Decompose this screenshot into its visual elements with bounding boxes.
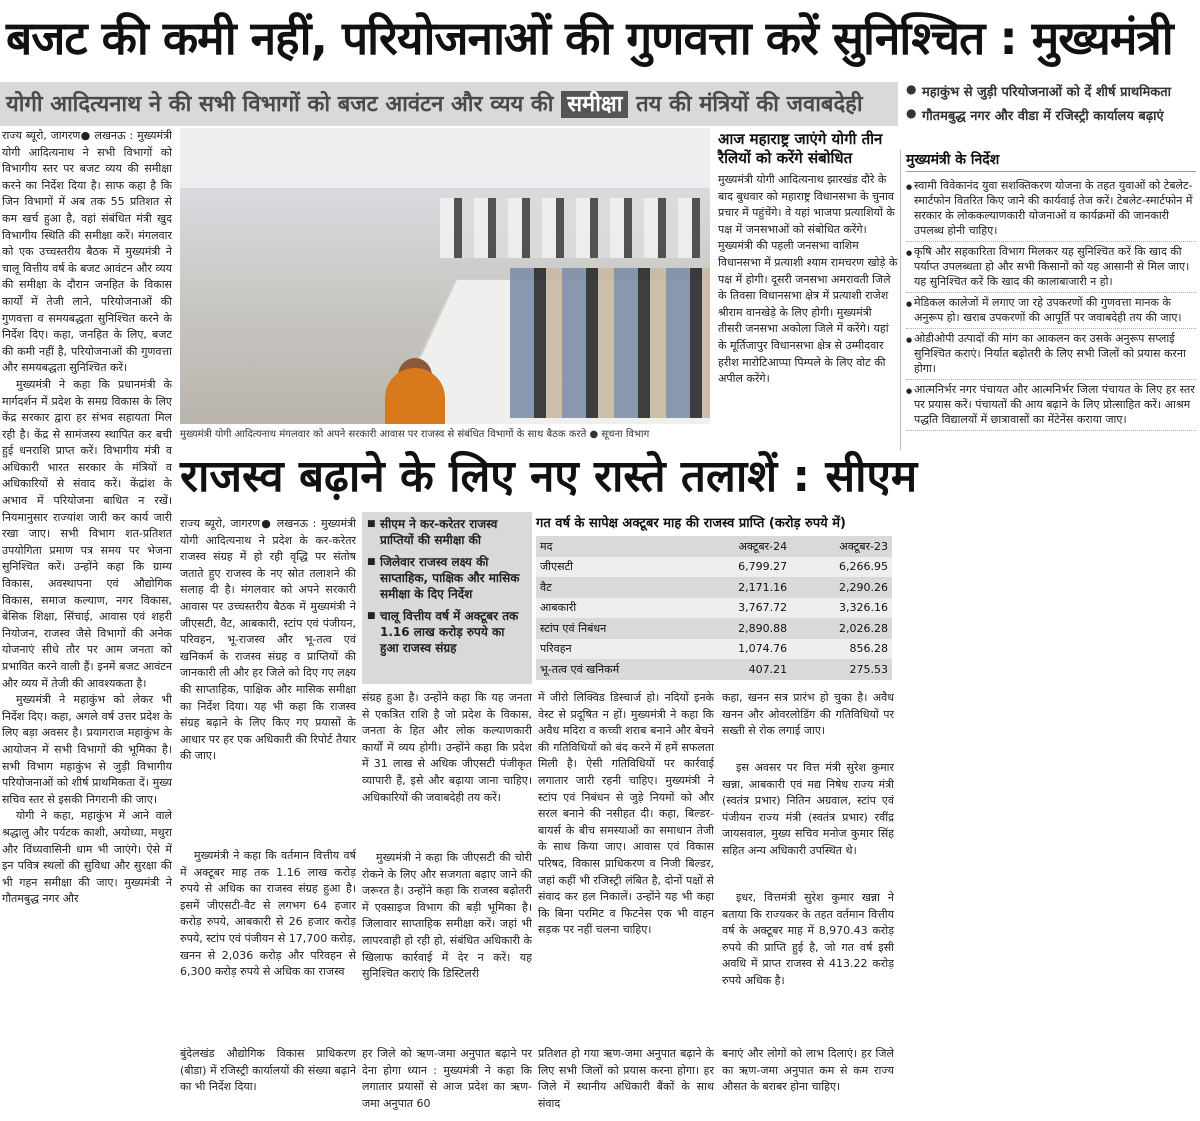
table-cell: भू-तत्व एवं खनिकर्म <box>536 659 690 680</box>
table-cell: आबकारी <box>536 598 690 619</box>
attendees-front <box>510 268 710 418</box>
table-header: अक्टूबर-24 <box>690 536 791 557</box>
directives-heading: मुख्यमंत्री के निर्देश <box>906 150 1196 172</box>
top-bullet: ● महाकुंभ से जुड़ी परियोजनाओं को दें शीर्ष प्राथमिकता <box>906 80 1196 104</box>
table-cell: 275.53 <box>791 659 892 680</box>
directives-list <box>906 176 1196 431</box>
column-4b <box>538 1046 714 1118</box>
top-bullet: ● गौतमबुद्ध नगर और वीडा में रजिस्ट्री कार्यालय बढ़ाएं <box>906 104 1196 128</box>
paragraph: मुख्यमंत्री ने कहा कि प्रधानमंत्री के मार्गदर्शन में प्रदेश के समग्र विकास के लिए केंद्र सरकार द्वारा हर संभव सहायता मिल रही है। केंद्र से सामंजस्य स्थापित कर बची हुई धनराशि प्राप्त करें। विभागीय मंत्री व अधिकारी भारत सरकार के मंत्रियों व अधिकारियों से संवाद करें। केंद्रांश के अभाव में परियोजना बाधित न रखें। नियमानुसार राज्यांश जारी कर कार्य जारी रखा जाए। सभी विभाग शत-प्रतिशत उपयोगिता प्रमाण पत्र समय पर भेजना सुनिश्चित करें। उन्होंने कहा कि ग्राम्य विकास, अवस्थापना एवं औद्योगिक विकास, समाज कल्याण, नगर विकास, बेसिक शिक्षा, सिंचाई, आवास एवं शहरी नियोजन, राजस्व जैसे विभागों की अनेक योजनाएं सीधे तौर पर आम जनता को प्रभावित करने वाली हैं। इनमें बजट आवंटन और व्यय में तेजी की आवश्यकता है। <box>2 377 172 690</box>
column-3 <box>362 690 532 850</box>
directive-item: ● मेडिकल कालेजों में लगाए जा रहे उपकरणों की गुणवत्ता मानक के अनुरूप हो। खराब उपकरणों की आपूर्ति पर जवाबदेही तय की जाए। <box>906 293 1196 329</box>
paragraph: बनाएं और लोगों को लाभ दिलाएं। हर जिले का ऋण-जमा अनुपात कम से कम राज्य औसत के बराबर होना चाहिए। <box>722 1047 894 1094</box>
paragraph: मुख्यमंत्री ने कहा कि जीएसटी की चोरी रोकने के लिए और सजगता बढ़ाए जाने की जरूरत है। उन्होंने कहा कि राजस्व बढ़ोतरी में एक्साइज विभाग की बड़ी भूमिका है। जिलावार साप्ताहिक समीक्षा करें। जहां भी लापरवाही हो रही हो, संबंधित अधिकारी के खिलाफ कार्रवाई में देर न करें। यह सुनिश्चित कराएं कि डिस्टिलरी <box>362 851 532 981</box>
table-header: अक्टूबर-23 <box>791 536 892 557</box>
column-4 <box>538 690 714 1040</box>
table-cell: 6,799.27 <box>690 557 791 578</box>
table-row <box>536 577 892 598</box>
table-cell: वैट <box>536 577 690 598</box>
table-cell: स्टांप एवं निबंधन <box>536 618 690 639</box>
table-row <box>536 598 892 619</box>
main-headline: बजट की कमी नहीं, परियोजनाओं की गुणवत्ता करें सुनिश्चित : मुख्यमंत्री <box>6 11 1173 65</box>
paragraph: राज्य ब्यूरो, जागरण● लखनऊ : मुख्यमंत्री योगी आदित्यनाथ ने सभी विभागों को विभागीय स्तर पर बजट व्यय की समीक्षा करने का निर्देश दिया है। साफ कहा है कि जिन विभागों में अब तक 55 प्रतिशत से कम खर्च हुआ है, वहां संबंधित मंत्री खुद विभागीय स्थिति की समीक्षा करें। मंगलवार को एक उच्चस्तरीय बैठक में मुख्यमंत्री ने चालू वित्तीय वर्ष के बजट आवंटन और व्यय की समीक्षा के दौरान जनहित के विकास कार्यों में तेजी लाने, परियोजनाओं की गुणवत्ता व समयबद्धता सुनिश्चित करने के निर्देश दिए। कहा, जनहित के लिए, बजट की कमी नहीं है, परियोजनाओं की गुणवत्ता और समयबद्धता सुनिश्चित करें। <box>2 129 172 375</box>
table-cell: 3,767.72 <box>690 598 791 619</box>
revenue-table <box>536 512 892 680</box>
paragraph: प्रतिशत हो गया ऋण-जमा अनुपात बढ़ाने के लिए सभी जिलों को प्रयास करना होगा। हर जिले में स्थानीय अधिकारी बैंकों के साथ संवाद <box>538 1047 714 1110</box>
paragraph: संग्रह हुआ है। उन्होंने कहा कि यह जनता से एकत्रित राशि है जो प्रदेश के विकास, जनता के हित और लोक कल्याणकारी कार्यों में व्यय होगी। उन्होंने कहा कि प्रदेश में 31 लाख से अधिक जीएसटी पंजीकृत व्यापारी हैं, इसे और बढ़ाया जाना चाहिए। अधिकारियों की जवाबदेही तय करें। <box>362 691 532 804</box>
person-saffron <box>385 368 445 424</box>
paragraph: इस अवसर पर वित्त मंत्री सुरेश कुमार खन्ना, आबकारी एवं मद्य निषेध राज्य मंत्री (स्वतंत्र प्रभार) नितिन अग्रवाल, स्टांप एवं पंजीयन राज्य मंत्री (स्वतंत्र प्रभार) रवींद्र जायसवाल, मुख्य सचिव मनोज कुमार सिंह सहित अन्य अधिकारी उपस्थित थे। <box>722 761 894 857</box>
attendees-row <box>440 198 700 258</box>
table-row <box>536 557 892 578</box>
directive-item: ● स्वामी विवेकानंद युवा सशक्तिकरण योजना के तहत युवाओं को टेबलेट-स्मार्टफोन वितरित किए जाने की कार्यवाई तेज करें। टेबलेट-स्मार्टफोन में सरकार के लोककल्याणकारी योजनाओं व कार्यक्रमों की जानकारी उपलब्ध होनी चाहिए। <box>906 176 1196 242</box>
table-row <box>536 659 892 680</box>
paragraph: कहा, खनन सत्र प्रारंभ हो चुका है। अवैध खनन और ओवरलोडिंग की गतिविधियों पर सख्ती से रोक लगाई जाए। <box>722 691 894 738</box>
column-2c <box>180 1046 356 1118</box>
column-2 <box>180 516 356 856</box>
column-divider <box>900 150 901 450</box>
table-cell: 1,074.76 <box>690 639 791 660</box>
back-wall <box>180 128 710 188</box>
column-3b <box>362 850 532 1040</box>
column-5c <box>722 890 894 1040</box>
highlights-box <box>362 512 532 684</box>
top-bullets <box>906 80 1196 128</box>
table-cell: 2,890.88 <box>690 618 791 639</box>
table-header: मद <box>536 536 690 557</box>
directive-item: ● ओडीओपी उत्पादों की मांग का आकलन कर उसके अनुरूप सप्लाई सुनिश्चित कराएं। निर्यात बढ़ोतरी के लिए सभी जिलों को प्रयास करना होगा। <box>906 329 1196 380</box>
highlight-item: ■ सीएम ने कर-करेतर राजस्व प्राप्तियों की समीक्षा की <box>362 512 532 550</box>
table-cell: परिवहन <box>536 639 690 660</box>
column-5 <box>722 690 894 760</box>
column-1 <box>2 128 172 1118</box>
side-story-text: मुख्यमंत्री योगी आदित्यनाथ झारखंड दौरे के बाद बुधवार को महाराष्ट्र विधानसभा के चुनाव प्रचार में पहुंचेंगे। वे यहां भाजपा प्रत्याशियों के पक्ष में जनसभाओं को संबोधित करेंगे। मुख्यमंत्री की पहली जनसभा वाशिम विधानसभा में प्रत्याशी श्याम रामचरण खोड़े के पक्ष में होगी। दूसरी जनसभा अमरावती जिले के तिवसा विधानसभा क्षेत्र में प्रत्याशी राजेश श्रीराम वानखेड़े के लिए होगी। मुख्यमंत्री तीसरी जनसभा अकोला जिले में करेंगे। यहां के मूर्तिजापुर विधानसभा क्षेत्र से उम्मीदवार हरीश मारोटिआप्पा पिम्पले के लिए वोट की अपील करेंगे। <box>718 173 898 386</box>
table-cell: जीएसटी <box>536 557 690 578</box>
table-cell: 6,266.95 <box>791 557 892 578</box>
paragraph: बुंदेलखंड औद्योगिक विकास प्राधिकरण (बीडा) में रजिस्ट्री कार्यालयों की संख्या बढ़ाने का भी निर्देश दिया। <box>180 1047 356 1094</box>
column-5b <box>722 760 894 890</box>
table <box>536 536 892 680</box>
table-cell: 407.21 <box>690 659 791 680</box>
paragraph: योगी ने कहा, महाकुंभ में आने वाले श्रद्धालु और पर्यटक काशी, अयोध्या, मथुरा और विंध्यवासिनी धाम भी जाएंगे। ऐसे में इन पवित्र स्थलों की सुविधा और सुरक्षा की भी गहन समीक्षा की जाए। मुख्यमंत्री ने गौतमबुद्ध नगर और <box>2 809 172 906</box>
column-3c <box>362 1046 532 1118</box>
table-cell: 2,290.26 <box>791 577 892 598</box>
second-headline: राजस्व बढ़ाने के लिए नए रास्ते तलाशें : सीएम <box>180 451 918 502</box>
highlight-item: ■ चालू वित्तीय वर्ष में अक्टूबर तक 1.16 लाख करोड़ रुपये का हुआ राजस्व संग्रह <box>362 604 532 658</box>
paragraph: हर जिले को ऋण-जमा अनुपात बढ़ाने पर देना होगा ध्यान : मुख्यमंत्री ने कहा कि लगातार प्रयासों से आज प्रदेश का ऋण-जमा अनुपात 60 <box>362 1047 532 1110</box>
table-cell: 2,026.28 <box>791 618 892 639</box>
photo-caption: मुख्यमंत्री योगी आदित्यनाथ मंगलवार को अपने सरकारी आवास पर राजस्व से संबंधित विभागों के साथ बैठक करते ● सूचना विभाग <box>180 429 650 440</box>
paragraph: में जीरो लिक्विड डिस्चार्ज हो। नदियों इनके वेस्ट से प्रदूषित न हों। मुख्यमंत्री ने कहा कि अवैध मदिरा व कच्ची शराब बनाने और बेचने की गतिविधियों को बंद करने में हमें सफलता मिली है। ऐसी गतिविधियों पर कार्रवाई लगातार जारी रहनी चाहिए। मुख्यमंत्री ने स्टांप एवं निबंधन से जुड़े नियमों को और सरल बनाने की नसीहत दी। कहा, बिल्डर-बायर्स के बीच समस्याओं का समाधान तेजी के साथ किया जाए। आवास एवं विकास परिषद, विकास प्राधिकरण व निजी बिल्डर, जहां कहीं भी रजिस्ट्री लंबित है, दोनों पक्षों से संवाद कर हल निकालें। उन्होंने यह भी कहा कि बिना परमिट व फिटनेस एक भी वाहन सड़क पर नहीं चलना चाहिए। <box>538 691 714 937</box>
table-row <box>536 639 892 660</box>
subhead-text-after: तय की मंत्रियों की जवाबदेही <box>636 92 863 117</box>
paragraph: राज्य ब्यूरो, जागरण● लखनऊ : मुख्यमंत्री योगी आदित्यनाथ ने प्रदेश के कर-करेतर राजस्व संग्रह में हो रही वृद्धि पर संतोष जताते हुए राजस्व के नए स्रोत तलाशने की सलाह दी है। मंगलवार को अपने सरकारी आवास पर उच्चस्तरीय बैठक में मुख्यमंत्री ने जीएसटी, वैट, आबकारी, स्टांप एवं पंजीयन, परिवहन, भू-राजस्व और भू-तत्व एवं खनिकर्म के राजस्व संग्रह व प्राप्तियों की जानकारी ली और हर जिले को दिए गए लक्ष्य की साप्ताहिक, पाक्षिक और मासिक समीक्षा का निर्देश दिया। यह भी कहा कि राजस्व संग्रह बढ़ाने के लिए किए गए प्रयासों के आधार पर हर एक अधिकारी की रिपोर्ट तैयार की जाए। <box>180 517 356 763</box>
paragraph: मुख्यमंत्री ने महाकुंभ को लेकर भी निर्देश दिए। कहा, अगले वर्ष उत्तर प्रदेश के लिए बड़ा अवसर है। प्रयागराज महाकुंभ के आयोजन में सभी विभागों की भूमिका है। सभी विभाग महाकुंभ से जुड़ी विभागीय परियोजनाओं को शीर्ष प्राथमिकता दें। मुख्य सचिव स्तर से इसकी निगरानी की जाए। <box>2 693 172 806</box>
subhead-highlight: समीक्षा <box>561 91 628 118</box>
table-title: गत वर्ष के सापेक्ष अक्टूबर माह की राजस्व प्राप्ति (करोड़ रुपये में) <box>536 516 846 531</box>
table-row <box>536 618 892 639</box>
subhead-text-before: योगी आदित्यनाथ ने की सभी विभागों को बजट आवंटन और व्यय की <box>6 92 554 117</box>
table-header-row <box>536 536 892 557</box>
paragraph: मुख्यमंत्री ने कहा कि वर्तमान वित्तीय वर्ष में अक्टूबर माह तक 1.16 लाख करोड़ रुपये से अधिक का राजस्व संग्रह हुआ है। इसमें जीएसटी-वैट से लगभग 64 हजार करोड़ रुपये, आबकारी से 26 हजार करोड़ रुपये, स्टांप एवं पंजीयन से 17,700 करोड़, खनन से 2,036 करोड़ और परिवहन से 6,300 करोड़ रुपये से अधिक का राजस्व <box>180 849 356 979</box>
highlight-item: ■ जिलेवार राजस्व लक्ष्य की साप्ताहिक, पाक्षिक और मासिक समीक्षा के दिए निर्देश <box>362 550 532 604</box>
column-5d <box>722 1046 894 1118</box>
directives-box <box>906 150 1196 470</box>
column-2b <box>180 848 356 1038</box>
table-cell: 856.28 <box>791 639 892 660</box>
subhead <box>6 88 863 118</box>
paragraph: इधर, वित्तमंत्री सुरेश कुमार खन्ना ने बताया कि राज्यकर के तहत वर्तमान वित्तीय वर्ष के अक्टूबर माह में 8,970.43 करोड़ रुपये की प्राप्ति हुई है, जो गत वर्ष इसी अवधि में प्राप्त राजस्व से 413.22 करोड़ रुपये अधिक है। <box>722 891 894 987</box>
side-story-heading: आज महाराष्ट्र जाएंगे योगी तीन रैलियों को करेंगे संबोधित <box>718 130 883 167</box>
table-cell: 3,326.16 <box>791 598 892 619</box>
directive-item: ● आत्मनिर्भर नगर पंचायत और आत्मनिर्भर जिला पंचायत के लिए हर स्तर पर प्रयास करें। पंचायतों की आय बढ़ाने के लिए प्रोत्साहित करें। आश्रम पद्धति विद्यालयों में छात्रावासों का मेंटेनेंस कराया जाए। <box>906 380 1196 431</box>
table-cell: 2,171.16 <box>690 577 791 598</box>
meeting-photo <box>180 128 710 424</box>
directive-item: ● कृषि और सहकारिता विभाग मिलकर यह सुनिश्चित करें कि खाद की पर्याप्त उपलब्धता हो और सभी किसानों को यह आसानी से मिल जाए। यह सुनिश्चित करें कि खाद की कालाबाजारी न हो। <box>906 242 1196 293</box>
